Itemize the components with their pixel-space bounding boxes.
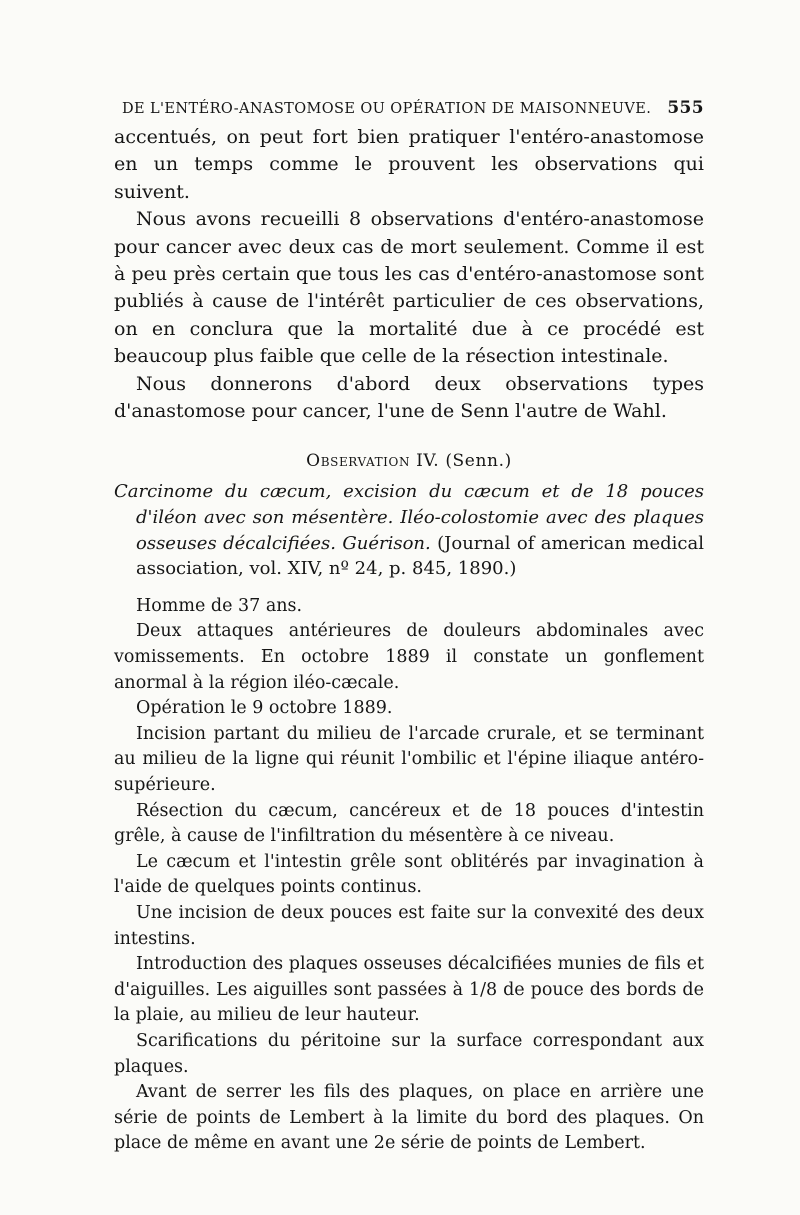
- intro-paragraph: Nous avons recueilli 8 observations d'entéro-anastomose pour cancer avec deux cas de mort seulement. Comme il est à peu près certain que tous les cas d'entéro-anastomose sont publiés à cause de l'intérêt particulier de ces observations, on en conclura que la mortalité due à ce procédé est beaucoup plus faible que celle de la résection intestinale.: [114, 208, 704, 368]
- observation-citation: (Journal of american medical association, vol. XIV, nº 24, p. 845, 1890.): [136, 532, 704, 580]
- case-paragraph: Une incision de deux pouces est faite sur la convexité des deux intestins.: [114, 902, 704, 949]
- intro-paragraph: accentués, on peut fort bien pratiquer l'entéro-anastomose en un temps comme le prouvent les observations qui suivent.: [114, 126, 704, 203]
- observation-heading: [114, 451, 704, 471]
- case-paragraph: Incision partant du milieu de l'arcade crurale, et se terminant au milieu de la ligne qui réunit l'ombilic et l'épine iliaque antéro-supérieure.: [114, 723, 704, 795]
- case-paragraph: Deux attaques antérieures de douleurs abdominales avec vomissements. En octobre 1889 il constate un gonflement anormal à la région iléo-cæcale.: [114, 621, 704, 693]
- case-paragraph: Scarifications du péritoine sur la surface correspondant aux plaques.: [114, 1030, 704, 1077]
- observation-label: Observation: [306, 451, 411, 472]
- running-title: DE L'ENTÉRO-ANASTOMOSE OU OPÉRATION DE MAISONNEUVE.: [122, 101, 652, 117]
- page-number: 555: [667, 98, 704, 118]
- case-paragraph: Avant de serrer les fils des plaques, on place en arrière une série de points de Lembert à la limite du bord des plaques. On place de même en avant une 2e série de points de Lembert.: [114, 1082, 704, 1154]
- case-paragraph: Le cæcum et l'intestin grêle sont oblitérés par invagination à l'aide de quelques points continus.: [114, 851, 704, 898]
- observation-subtitle: [114, 479, 704, 581]
- case-paragraph: Introduction des plaques osseuses décalcifiées munies de fils et d'aiguilles. Les aiguilles sont passées à 1/8 de pouce des bords de la plaie, au milieu de leur hauteur.: [114, 954, 704, 1026]
- case-paragraph: Résection du cæcum, cancéreux et de 18 pouces d'intestin grêle, à cause de l'infiltration du mésentère à ce niveau.: [114, 800, 704, 847]
- case-paragraph: Homme de 37 ans.: [136, 595, 303, 616]
- observation-subtitle-italic: Carcinome du cæcum, excision du cæcum et de 18 pouces d'iléon avec son mésentère. Iléo-colostomie avec des plaques osseuses décalcifiées. Guérison.: [114, 481, 704, 554]
- observation-author: (Senn.): [445, 451, 512, 472]
- observation-number: IV.: [416, 451, 440, 472]
- running-head: [114, 98, 704, 118]
- observation-body: [114, 594, 704, 1157]
- case-paragraph: Opération le 9 octobre 1889.: [136, 698, 393, 719]
- intro-paragraph: Nous donnerons d'abord deux observations types d'anastomose pour cancer, l'une de Senn l'autre de Wahl.: [114, 372, 704, 423]
